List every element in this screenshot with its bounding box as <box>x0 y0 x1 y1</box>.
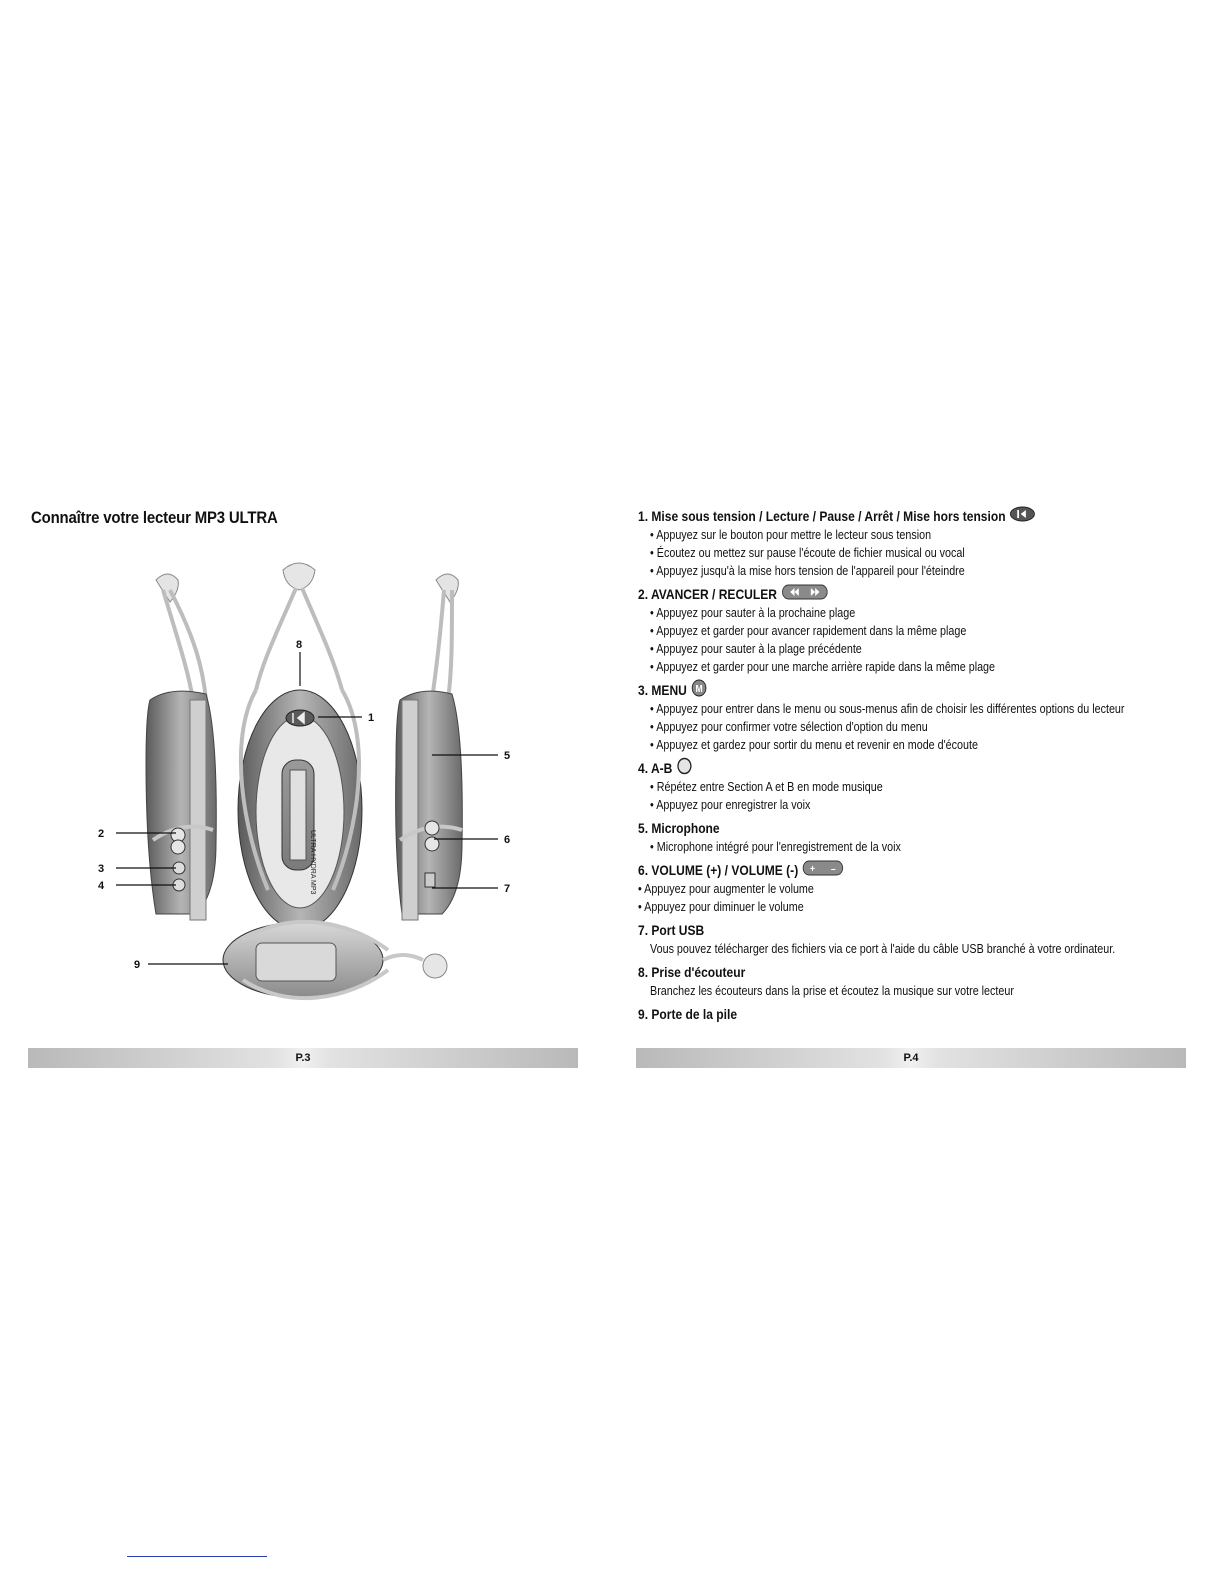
left-page <box>28 500 580 1070</box>
list-item: • Appuyez pour confirmer votre sélection d'option du menu <box>650 720 928 734</box>
section-heading-7: 7. Port USB <box>638 922 705 938</box>
callout-3: 3 <box>98 863 105 875</box>
section-heading-5: 5. Microphone <box>638 820 720 836</box>
section-heading-6: 6. VOLUME (+) / VOLUME (-) + – <box>638 861 1120 880</box>
section-5-bullets <box>638 838 1198 856</box>
list-item: • Appuyez pour enregistrer la voix <box>650 798 811 812</box>
svg-text:–: – <box>831 863 836 875</box>
ab-circle-icon <box>677 757 692 780</box>
list-item: • Appuyez pour augmenter le volume <box>638 882 814 896</box>
volume-rocker-icon <box>803 859 844 882</box>
list-item: • Appuyez pour diminuer le volume <box>638 900 804 914</box>
page-title: Connaître votre lecteur MP3 ULTRA <box>31 508 278 527</box>
section-heading-8: 8. Prise d'écouteur <box>638 964 746 980</box>
callout-2: 2 <box>98 828 105 840</box>
list-item: • Écoutez ou mettez sur pause l'écoute de fichier musical ou vocal <box>650 546 965 560</box>
list-item: • Appuyez jusqu'à la mise hors tension de l'appareil pour l'éteindre <box>650 564 965 578</box>
list-item: • Appuyez pour entrer dans le menu ou sous-menus afin de choisir les différentes options du lecteur <box>650 702 1125 716</box>
section-heading-9: 9. Porte de la pile <box>638 1006 738 1022</box>
side-view-right <box>396 574 463 920</box>
skip-buttons-icon <box>781 584 827 605</box>
callout-6: 6 <box>504 834 511 846</box>
section-heading-2: 2. AVANCER / RECULER <box>638 585 1120 604</box>
list-item: • Microphone intégré pour l'enregistrement de la voix <box>650 840 901 854</box>
section-1-bullets <box>638 526 1198 580</box>
section-3-bullets <box>638 700 1198 754</box>
list-item: • Appuyez pour sauter à la plage précédente <box>650 642 862 656</box>
svg-text:M: M <box>695 683 703 695</box>
section-heading-1: 1. Mise sous tension / Lecture / Pause / Arrêt / Mise hors tension <box>638 507 1120 526</box>
list-item: • Appuyez et garder pour une marche arrière rapide dans la même plage <box>650 660 996 674</box>
list-item: • Appuyez et gardez pour sortir du menu et revenir en mode d'écoute <box>650 738 978 752</box>
section-4-bullets <box>638 778 1198 814</box>
menu-m-icon <box>691 679 706 702</box>
section-2-bullets <box>638 604 1198 676</box>
callout-5: 5 <box>504 750 511 762</box>
callout-4: 4 <box>98 880 105 892</box>
page-footer: P.3 <box>28 1048 578 1068</box>
section-heading-4: 4. A-B <box>638 759 1120 778</box>
svg-text:+: + <box>810 863 816 875</box>
bottom-rule <box>127 1556 267 1557</box>
bottom-view <box>223 922 447 998</box>
section-7-text: Vous pouvez télécharger des fichiers via ce port à l'aide du câble USB branché à votre ordinateur. <box>650 942 1116 956</box>
callout-1: 1 <box>368 712 375 724</box>
list-item: • Appuyez et garder pour avancer rapidement dans la même plage <box>650 624 967 638</box>
feature-list <box>638 507 1198 1024</box>
right-page <box>636 500 1188 1070</box>
section-6-bullets <box>638 880 1198 916</box>
list-item: • Répétez entre Section A et B en mode musique <box>650 780 883 794</box>
page-footer: P.4 <box>636 1048 1186 1068</box>
device-illustration <box>28 550 580 1050</box>
device-brand-text: ULTRA HYDRA MP3 <box>309 830 316 895</box>
section-heading-3: 3. MENU M <box>638 681 1120 700</box>
front-view <box>238 563 362 930</box>
callout-7: 7 <box>504 883 511 895</box>
callout-8: 8 <box>296 639 303 651</box>
callout-9: 9 <box>134 959 141 971</box>
list-item: • Appuyez sur le bouton pour mettre le lecteur sous tension <box>650 528 932 542</box>
play-pause-icon <box>1010 506 1036 527</box>
list-item: • Appuyez pour sauter à la prochaine plage <box>650 606 856 620</box>
section-8-text: Branchez les écouteurs dans la prise et écoutez la musique sur votre lecteur <box>650 984 1014 998</box>
